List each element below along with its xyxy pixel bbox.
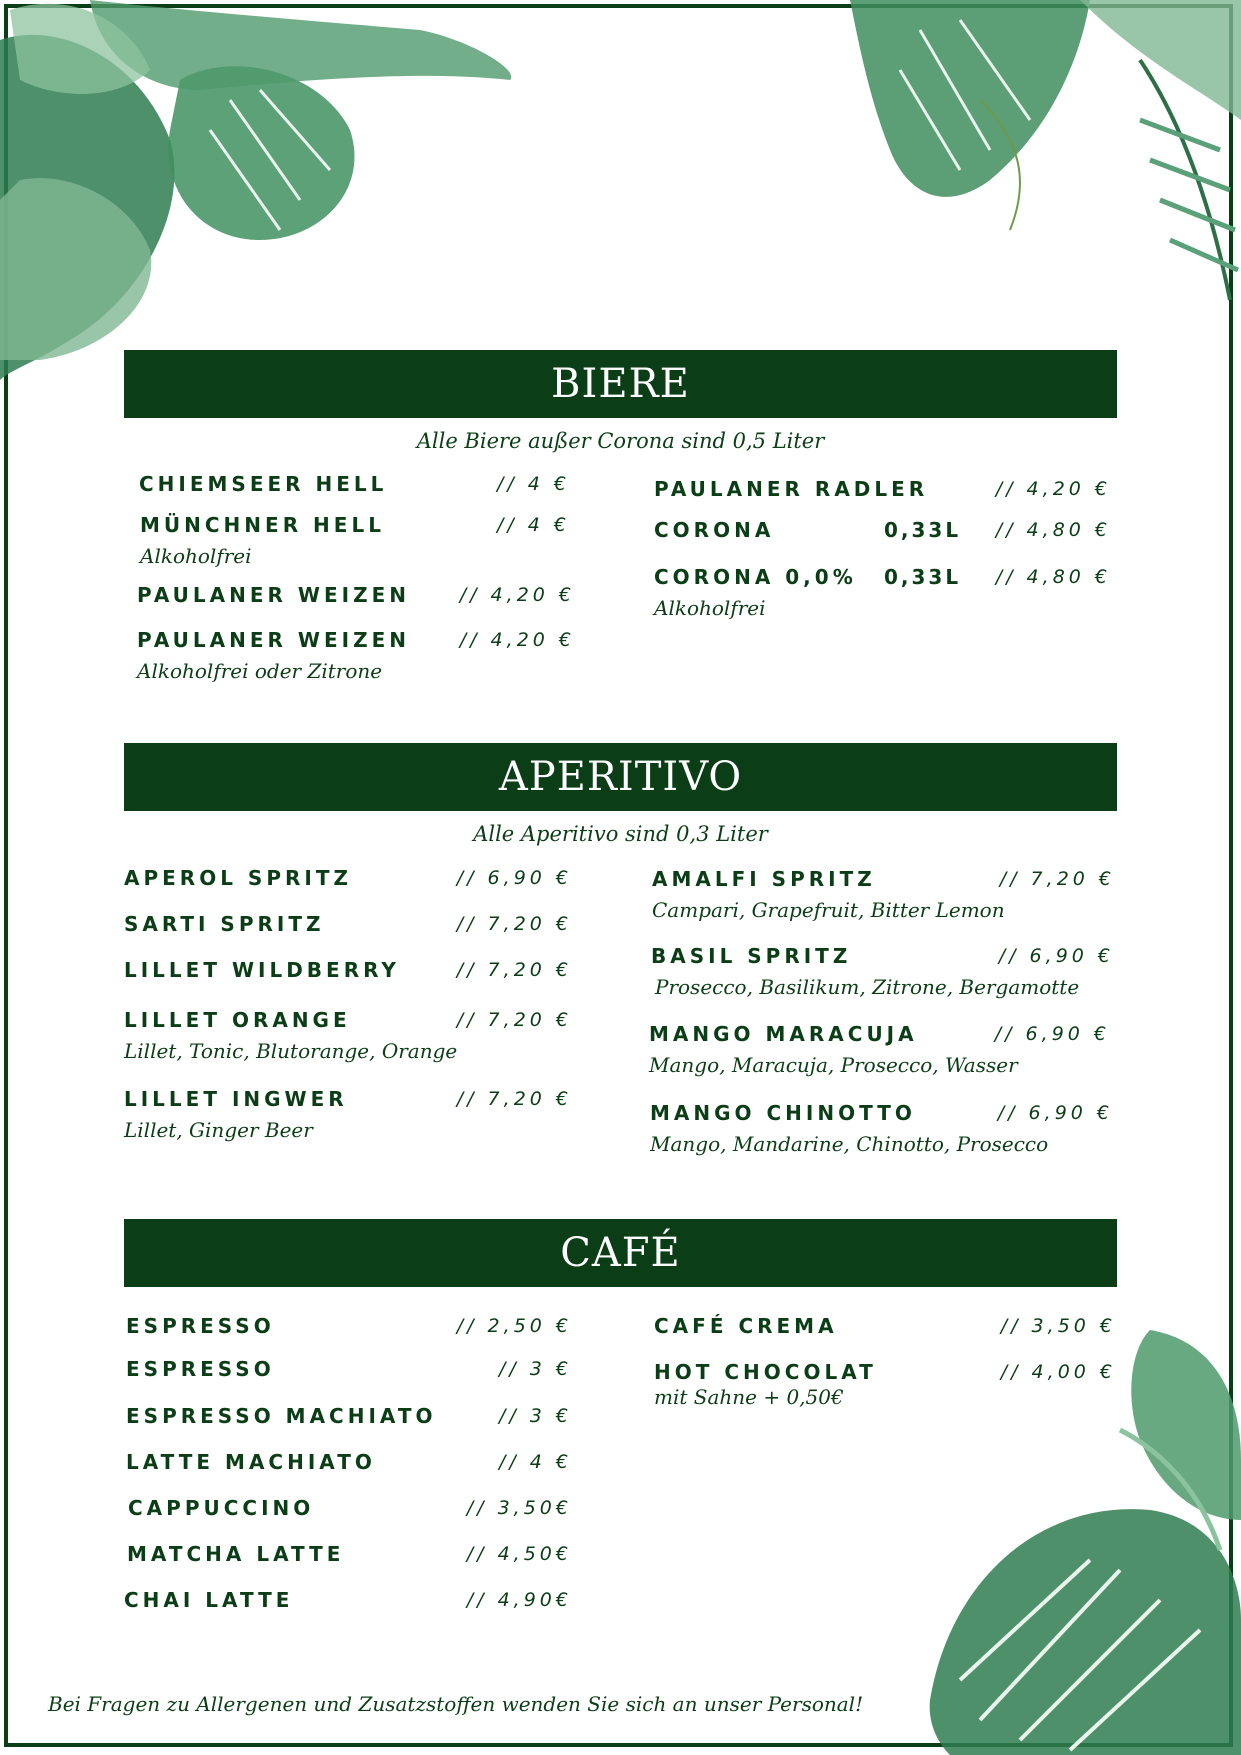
item-price: // 3 €	[498, 1405, 572, 1427]
menu-item	[124, 866, 572, 904]
item-price: // 7,20 €	[456, 1088, 572, 1110]
item-name: BASIL SPRITZ	[651, 944, 852, 968]
item-price: // 7,20 €	[456, 1009, 572, 1031]
item-name: CHIEMSEER HELL	[139, 472, 388, 496]
item-volume: 0,33L	[884, 565, 962, 589]
menu-item	[650, 1101, 1113, 1156]
item-price: // 4,20 €	[995, 478, 1111, 500]
item-name: ESPRESSO MACHIATO	[126, 1404, 437, 1428]
item-price: // 6,90 €	[456, 867, 572, 889]
menu-item	[124, 1008, 572, 1063]
menu-item	[128, 1496, 572, 1534]
item-name: CORONA 0,0%	[654, 565, 857, 589]
item-name: CORONA	[654, 518, 775, 542]
item-name: LILLET ORANGE	[124, 1008, 351, 1032]
section-header-aperitivo: APERITIVO	[124, 743, 1117, 811]
item-name: LATTE MACHIATO	[126, 1450, 376, 1474]
menu-item	[137, 628, 575, 683]
item-name: MÜNCHNER HELL	[140, 513, 385, 537]
menu-item	[651, 944, 1114, 999]
item-name: MATCHA LATTE	[127, 1542, 345, 1566]
item-price: // 4,90€	[466, 1589, 572, 1611]
item-price: // 3 €	[498, 1358, 572, 1380]
item-name: CAPPUCCINO	[128, 1496, 315, 1520]
item-description: Mango, Maracuja, Prosecco, Wasser	[649, 1053, 1018, 1077]
item-price: // 6,90 €	[998, 945, 1114, 967]
menu-item	[652, 867, 1115, 922]
menu-item	[127, 1542, 572, 1580]
item-name: MANGO CHINOTTO	[650, 1101, 916, 1125]
menu-item	[654, 1314, 1116, 1352]
item-name: LILLET INGWER	[124, 1087, 348, 1111]
item-name: PAULANER WEIZEN	[137, 583, 410, 607]
item-name: HOT CHOCOLAT	[654, 1360, 877, 1384]
item-name: ESPRESSO	[126, 1314, 275, 1338]
item-price: // 4,80 €	[995, 519, 1111, 541]
item-price: // 2,50 €	[456, 1315, 572, 1337]
item-name: APEROL SPRITZ	[124, 866, 352, 890]
item-name: PAULANER WEIZEN	[137, 628, 410, 652]
item-name: LILLET WILDBERRY	[124, 958, 400, 982]
item-price: // 7,20 €	[456, 913, 572, 935]
item-price: // 4,80 €	[995, 566, 1111, 588]
menu-item	[654, 477, 1111, 515]
item-name: MANGO MARACUJA	[649, 1022, 918, 1046]
item-price: // 4 €	[496, 514, 570, 536]
item-name: CHAI LATTE	[124, 1588, 294, 1612]
item-price: // 4,00 €	[1000, 1361, 1116, 1383]
menu-item	[124, 912, 572, 950]
item-name: ESPRESSO	[126, 1357, 275, 1381]
aperitivo-volume-note: Alle Aperitivo sind 0,3 Liter	[473, 822, 768, 846]
item-price: // 4,20 €	[459, 584, 575, 606]
menu-item	[654, 518, 1111, 556]
item-price: // 7,20 €	[456, 959, 572, 981]
menu-item	[137, 583, 575, 621]
menu-item	[126, 1314, 572, 1352]
menu-item	[124, 1588, 572, 1626]
leaf-illustration-top-left	[0, 0, 520, 410]
item-description: Mango, Mandarine, Chinotto, Prosecco	[650, 1132, 1049, 1156]
item-name: AMALFI SPRITZ	[652, 867, 876, 891]
leaf-illustration-top-right	[840, 0, 1241, 320]
menu-item	[140, 513, 570, 568]
item-description: Alkoholfrei	[654, 596, 766, 620]
item-price: // 3,50€	[466, 1497, 572, 1519]
item-name: CAFÉ CREMA	[654, 1314, 838, 1338]
menu-item	[126, 1404, 572, 1442]
item-description: Lillet, Ginger Beer	[124, 1118, 313, 1142]
item-name: PAULANER RADLER	[654, 477, 929, 501]
item-description: Lillet, Tonic, Blutorange, Orange	[124, 1039, 458, 1063]
allergen-notice: Bei Fragen zu Allergenen und Zusatzstoffen wenden Sie sich an unser Personal!	[48, 1692, 864, 1716]
menu-item	[139, 472, 570, 510]
item-description: mit Sahne + 0,50€	[654, 1385, 844, 1409]
item-price: // 6,90 €	[997, 1102, 1113, 1124]
menu-item	[654, 1360, 1116, 1409]
item-description: Prosecco, Basilikum, Zitrone, Bergamotte	[655, 975, 1080, 999]
item-price: // 4 €	[496, 473, 570, 495]
menu-item	[124, 1087, 572, 1142]
item-volume: 0,33L	[884, 518, 962, 542]
item-price: // 3,50 €	[1000, 1315, 1116, 1337]
item-description: Alkoholfrei	[140, 544, 252, 568]
item-price: // 7,20 €	[999, 868, 1115, 890]
menu-item	[126, 1450, 572, 1488]
item-price: // 4,50€	[466, 1543, 572, 1565]
biere-volume-note: Alle Biere außer Corona sind 0,5 Liter	[416, 429, 825, 453]
item-name: SARTI SPRITZ	[124, 912, 325, 936]
item-price: // 4,20 €	[459, 629, 575, 651]
item-price: // 4 €	[498, 1451, 572, 1473]
item-price: // 6,90 €	[994, 1023, 1110, 1045]
menu-item	[649, 1022, 1110, 1077]
menu-item	[124, 958, 572, 996]
menu-item	[654, 565, 1111, 620]
item-description: Alkoholfrei oder Zitrone	[137, 659, 383, 683]
section-header-biere: BIERE	[124, 350, 1117, 418]
item-description: Campari, Grapefruit, Bitter Lemon	[652, 898, 1005, 922]
section-header-cafe: CAFÉ	[124, 1219, 1117, 1287]
menu-item	[126, 1357, 572, 1395]
